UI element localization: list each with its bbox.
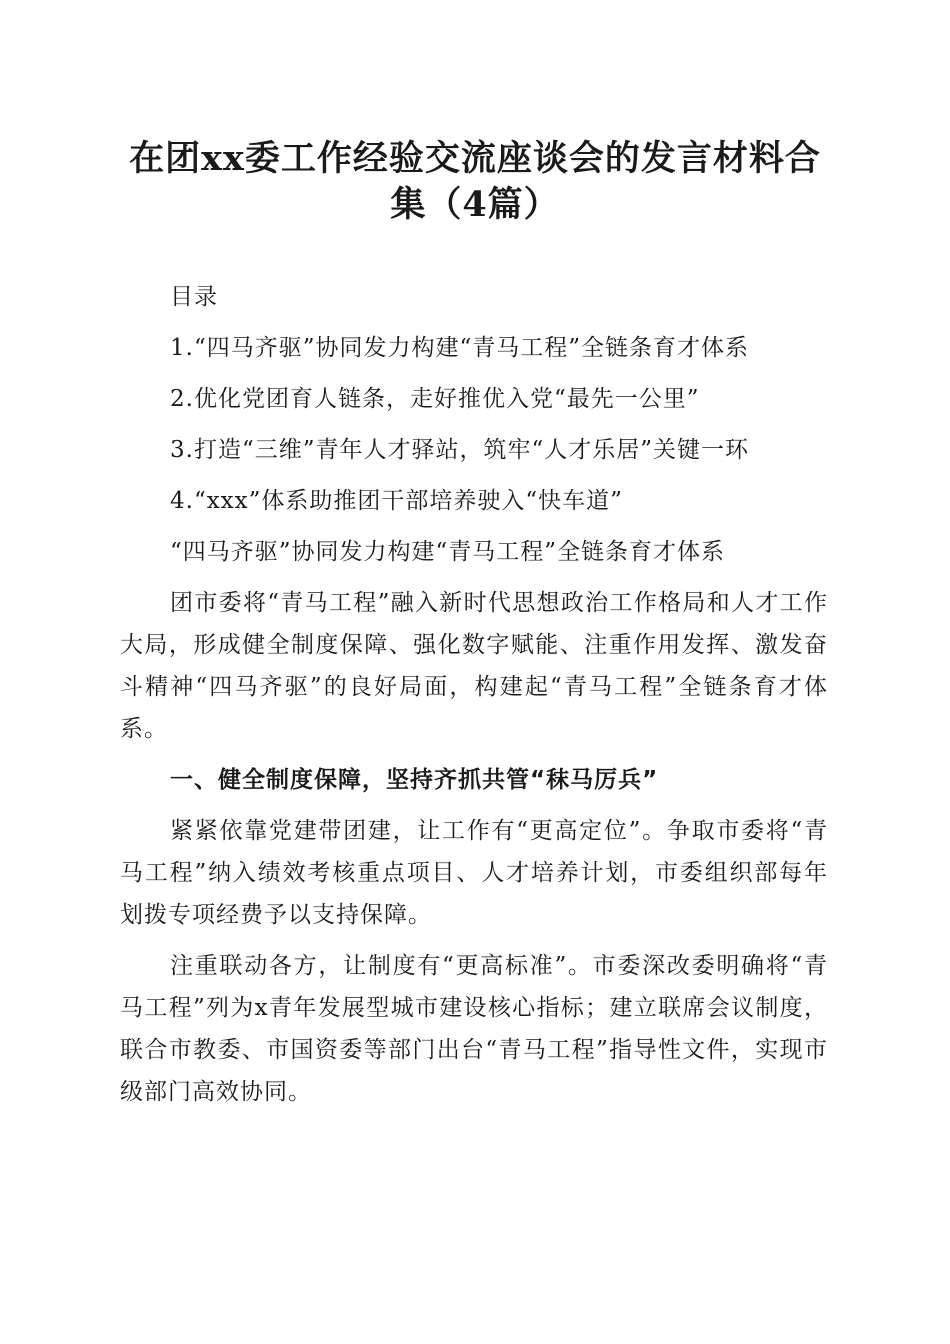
toc-item-3: 3.打造“三维”青年人才驿站，筑牢“人才乐居”关键一环 — [170, 437, 749, 463]
toc-label: 目录 — [170, 284, 218, 310]
toc-item-2: 2.优化党团育人链条，走好推优入党“最先一公里” — [170, 386, 700, 412]
title-line-2: 集（4篇） — [390, 184, 560, 225]
document-body — [120, 276, 828, 1113]
document-title — [110, 136, 840, 228]
toc-item-4: 4.“xxx”体系助推团干部培养驶入“快车道” — [170, 488, 623, 514]
paragraph-2: 注重联动各方，让制度有“更高标准”。市委深改委明确将“青马工程”列为x青年发展型城市建设核心指标；建立联席会议制度，联合市教委、市国资委等部门出台“青马工程”指导性文件，实现市级部门高效协同。 — [120, 953, 828, 1105]
heading-1: 一、健全制度保障，坚持齐抓共管“秣马厉兵” — [170, 767, 659, 793]
section-title: “四马齐驱”协同发力构建“青马工程”全链条育才体系 — [170, 539, 726, 565]
title-line-1: 在团xx委工作经验交流座谈会的发言材料合 — [129, 138, 821, 179]
intro-paragraph: 团市委将“青马工程”融入新时代思想政治工作格局和人才工作大局，形成健全制度保障、强化数字赋能、注重作用发挥、激发奋斗精神“四马齐驱”的良好局面，构建起“青马工程”全链条育才体系。 — [120, 590, 828, 742]
paragraph-1: 紧紧依靠党建带团建，让工作有“更高定位”。争取市委将“青马工程”纳入绩效考核重点项目、人才培养计划，市委组织部每年划拨专项经费予以支持保障。 — [120, 818, 828, 928]
toc-item-1: 1.“四马齐驱”协同发力构建“青马工程”全链条育才体系 — [170, 335, 749, 361]
